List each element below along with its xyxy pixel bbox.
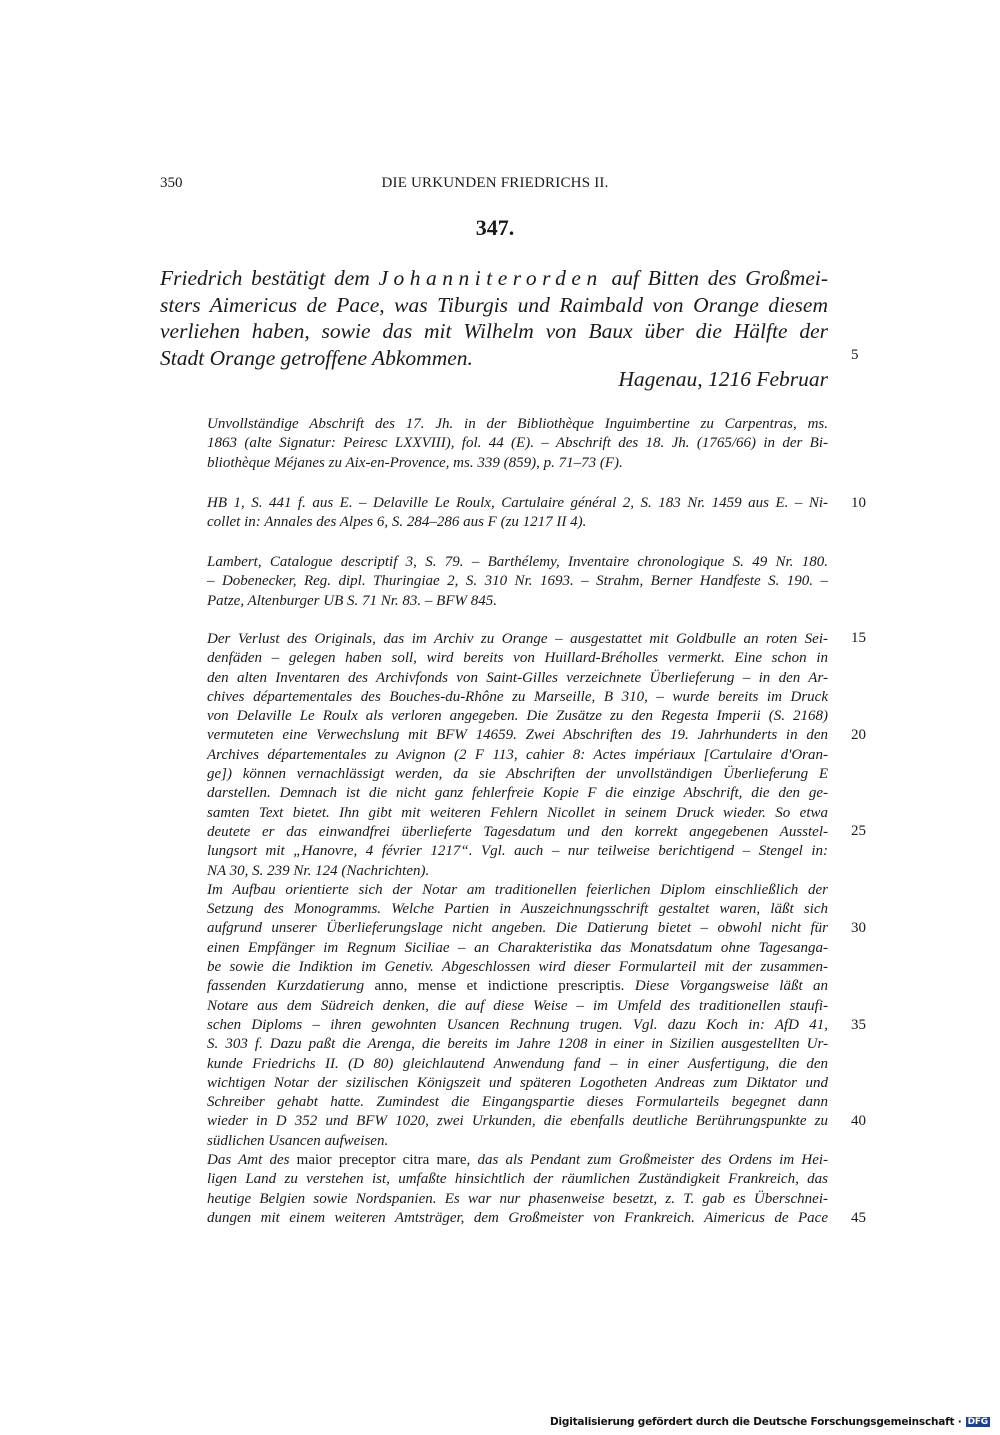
text-line: Archives départementales zu Avignon (2 F 113, cahier 8: Actes impériaux [Cartulaire d'Oran- xyxy=(207,746,828,763)
regest-line: Stadt Orange getroffene Abkommen. xyxy=(160,345,473,370)
margin-line-number: 20 xyxy=(851,727,866,743)
margin-line-number: 45 xyxy=(851,1210,866,1226)
text-line: einen Empfänger im Regnum Siciliae – an Charakteristika das Monatsdatum ohne Tagesanga- xyxy=(207,939,828,956)
text-line: darstellen. Demnach ist die nicht ganz fehlerfreie Kopie F die einzige Abschrift, die den ge- xyxy=(207,785,828,802)
margin-line-number: 15 xyxy=(851,630,866,646)
text-line: dungen mit einem weiteren Amtsträger, dem Großmeister von Frankreich. Aimericus de Pace xyxy=(207,1209,828,1226)
margin-line-number: 5 xyxy=(851,347,859,363)
recipient-spaced: Johanniterorden xyxy=(378,266,603,290)
text-line: denfäden – gelegen haben soll, wird bereits von Huillard-Bréholles vermerkt. Eine schon in xyxy=(207,650,828,667)
text-line: chives départementales des Bouches-du-Rhône zu Marseille, B 310, – wurde bereits im Druck xyxy=(207,688,828,705)
text-line: Der Verlust des Originals, das im Archiv zu Orange – ausgestattet mit Goldbulle an roten Sei- xyxy=(207,631,828,647)
text-line: schen Diploms – ihren gewohnten Usancen Rechnung trugen. Vgl. dazu Koch in: AfD 41, xyxy=(207,1016,828,1033)
margin-line-number: 30 xyxy=(851,920,866,936)
page-number: 350 xyxy=(160,175,183,191)
text-line: Schreiber gehabt hatte. Zumindest die Eingangspartie dieses Formularteils begegnet dann xyxy=(207,1094,828,1111)
text-line: be sowie die Indiktion im Genetiv. Abgeschlossen wird dieser Formularteil mit der zusammen- xyxy=(207,959,828,976)
text-line: kunde Friedrichs II. (D 80) gleichlautend Anwendung fand – in einer Ausfertigung, die den xyxy=(207,1055,828,1072)
text-line: heutige Belgien sowie Nordspanien. Es war nur phasenweise besetzt, z. T. gab es Überschnei- xyxy=(207,1190,828,1207)
text-line: HB 1, S. 441 f. aus E. – Delaville Le Roulx, Cartulaire général 2, S. 183 Nr. 1459 aus E. – Ni- xyxy=(207,495,828,511)
text-line: Lambert, Catalogue descriptif 3, S. 79. – Barthélemy, Inventaire chronologique S. 49 Nr. 180. xyxy=(207,554,828,570)
regest-line: verliehen haben, sowie das mit Wilhelm von Baux über die Hälfte der xyxy=(160,319,828,343)
text-line: Im Aufbau orientierte sich der Notar am traditionellen feierlichen Diplom einschließlich der xyxy=(207,881,828,898)
text-line: 1863 (alte Signatur: Peiresc LXXVIII), fol. 44 (E). – Abschrift des 18. Jh. (1765/66) in der Bi- xyxy=(207,435,828,452)
margin-line-number: 10 xyxy=(851,495,866,511)
dfg-logo: DFG xyxy=(967,1417,988,1427)
regest xyxy=(160,265,828,371)
text-line: NA 30, S. 239 Nr. 124 (Nachrichten). xyxy=(207,862,430,879)
text-line: – Dobenecker, Reg. dipl. Thuringiae 2, S. 310 Nr. 1693. – Strahm, Berner Handfeste S. 190. – xyxy=(207,573,828,590)
place-date: Hagenau, 1216 Februar xyxy=(618,367,828,391)
text-line: Unvollständige Abschrift des 17. Jh. in der Bibliothèque Inguimbertine zu Carpentras, ms. xyxy=(207,416,828,432)
text-line: von Delaville Le Roulx als verloren angegeben. Die Zusätze zu den Regesta Imperii (S. 2168) xyxy=(207,708,828,725)
editions-paragraph xyxy=(207,494,828,533)
margin-line-number: 40 xyxy=(851,1113,866,1129)
commentary xyxy=(207,630,828,1228)
latin-quote: maior preceptor citra mare, xyxy=(296,1152,471,1169)
text-line: aufgrund unserer Überlieferungslage nicht angeben. Die Datierung bietet – obwohl nicht für xyxy=(207,920,828,937)
text-line: südlichen Usancen aufweisen. xyxy=(207,1132,389,1149)
text-line: ligen Land zu verstehen ist, umfaßte hinsichtlich der räumlichen Zuständigkeit Frankreich, das xyxy=(207,1171,828,1188)
text-line: Setzung des Monogramms. Welche Partien in Auszeichnungsschrift gestaltet waren, läßt sich xyxy=(207,901,828,918)
text-line: collet in: Annales des Alpes 6, S. 284–286 aus F (zu 1217 II 4). xyxy=(207,514,587,531)
text-line: vermuteten eine Verwechslung mit BFW 14659. Zwei Abschriften des 19. Jahrhunderts in den xyxy=(207,727,828,744)
latin-quote: anno, mense et indictione prescriptis. xyxy=(374,978,625,995)
text-line: wieder in D 352 und BFW 1020, zwei Urkunden, die ebenfalls deutliche Berührungspunkte zu xyxy=(207,1113,828,1130)
running-title: DIE URKUNDEN FRIEDRICHS II. xyxy=(381,175,609,191)
text-line: ge]) können vernachlässigt werden, da sie Abschriften der unvollständigen Überlieferung E xyxy=(207,766,828,783)
text-line: fassenden Kurzdatierung anno, mense et indictione prescriptis. Diese Vorgangsweise läßt an xyxy=(207,978,829,995)
text-line: Patze, Altenburger UB S. 71 Nr. 83. – BFW 845. xyxy=(207,592,497,609)
text-line: samten Text bietet. Ihn gibt mit weiteren Fehlern Nicollet in seinem Druck wieder. So etwa xyxy=(207,804,828,821)
text-line: bliothèque Méjanes zu Aix-en-Provence, ms. 339 (859), p. 71–73 (F). xyxy=(207,454,623,471)
text-line: Notare aus dem Südreich denken, die auf diese Weise – im Umfeld des traditionellen staufi- xyxy=(207,997,828,1014)
margin-line-number: 35 xyxy=(851,1017,866,1033)
margin-line-number: 25 xyxy=(851,823,866,839)
tradition-paragraph xyxy=(207,415,828,473)
dfg-funding-banner: Digitalisierung gefördert durch die Deutsche Forschungsgemeinschaft · DFG xyxy=(549,1416,988,1428)
literature-paragraph xyxy=(207,553,828,611)
text-line: S. 303 f. Dazu paßt die Arenga, die bereits im Jahre 1208 in einer in Sizilien ausgestellten Ur- xyxy=(207,1036,828,1053)
regest-line: Friedrich bestätigt dem Johanniterorden auf Bitten des Großmei- xyxy=(160,266,828,290)
text-line: den alten Inventaren des Archivfonds von Saint-Gilles verzeichnete Überlieferung – in den Ar- xyxy=(207,669,828,686)
document-number: 347. xyxy=(475,215,515,240)
text-line: Das Amt des maior preceptor citra mare, das als Pendant zum Großmeister des Ordens im Hei- xyxy=(207,1152,829,1169)
text-line: deutete er das einwandfrei überlieferte Tagesdatum und den korrekt angegebenen Ausstel- xyxy=(207,823,828,840)
regest-line: sters Aimericus de Pace, was Tiburgis und Raimbald von Orange diesem xyxy=(160,292,828,317)
text-line: wichtigen Notar der sizilischen Königszeit und späteren Logotheten Andreas zum Diktator und xyxy=(207,1074,828,1091)
text-line: lungsort mit „Hanovre, 4 février 1217“. Vgl. auch – nur teilweise berichtigend – Stengel in: xyxy=(207,843,828,860)
